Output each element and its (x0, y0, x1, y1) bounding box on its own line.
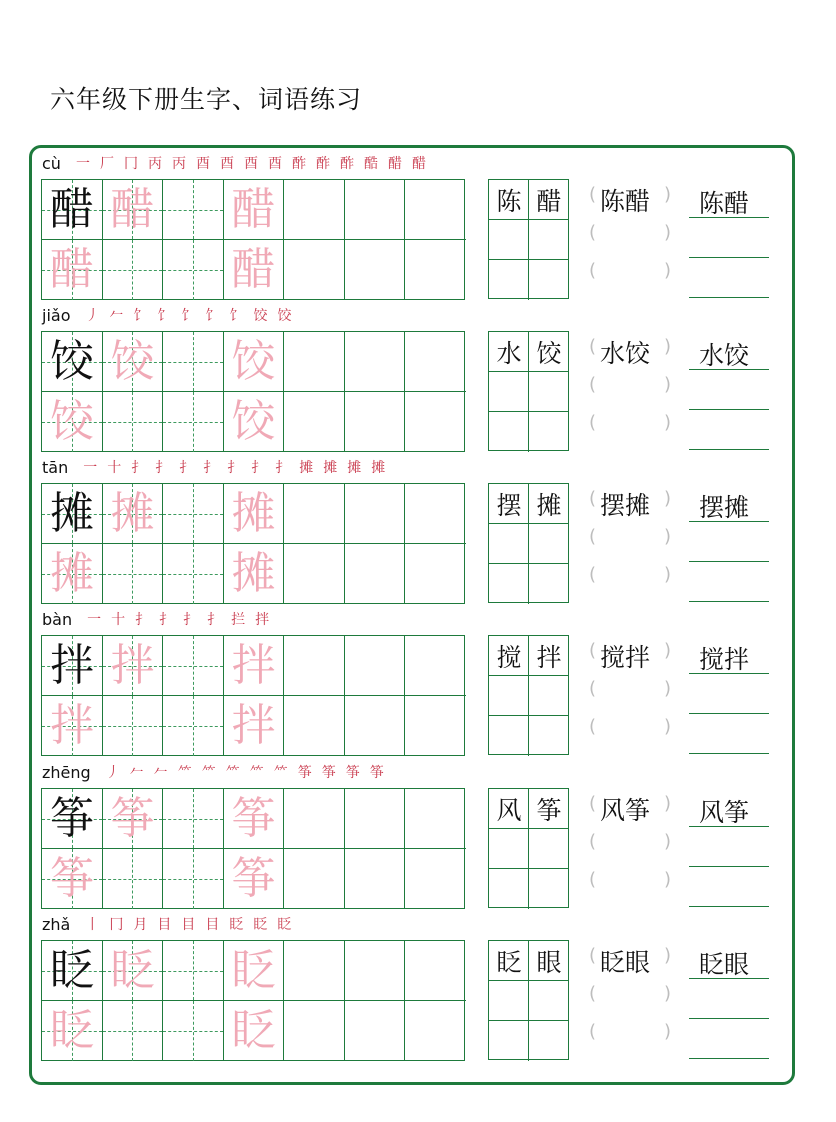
word-character: 眨 (496, 948, 522, 977)
writing-cell[interactable] (405, 789, 466, 849)
word-character: 饺 (536, 339, 562, 368)
stroke-step: 冂 (123, 156, 138, 172)
word-character: 水 (496, 339, 522, 368)
writing-cell[interactable] (284, 941, 345, 1001)
stroke-step: 厂 (99, 156, 114, 172)
paren-close: ) (664, 336, 672, 357)
practice-row (0, 909, 836, 1061)
answer-line[interactable] (689, 409, 769, 410)
paren-open: ( (589, 260, 597, 281)
trace-character: 筝 (110, 793, 155, 844)
answer-word: 眨眼 (699, 950, 750, 979)
trace-character: 眨 (50, 1005, 94, 1056)
answer-word: 陈醋 (699, 189, 750, 218)
stroke-step: 摊 (371, 460, 386, 476)
writing-cell[interactable] (103, 392, 164, 452)
writing-cell[interactable] (405, 849, 466, 909)
trace-character: 摊 (110, 488, 155, 539)
paren-word: 眨眼 (600, 948, 651, 977)
stroke-order-line (42, 912, 296, 936)
writing-cell[interactable] (405, 392, 466, 452)
stroke-step: 丙 (171, 156, 186, 172)
paren-close: ) (664, 983, 672, 1004)
paren-open: ( (589, 412, 597, 433)
paren-word: 陈醋 (600, 187, 651, 216)
pinyin-label: tān (42, 457, 69, 477)
paren-open: ( (589, 222, 597, 243)
paren-close: ) (664, 488, 672, 509)
word-cell[interactable] (489, 372, 529, 412)
answer-line[interactable] (689, 257, 769, 258)
paren-close: ) (664, 793, 672, 814)
answer-line[interactable] (689, 601, 769, 602)
word-grid (488, 483, 569, 603)
word-cell[interactable] (529, 981, 569, 1021)
writing-cell[interactable] (103, 240, 164, 300)
stroke-step: 目 (181, 917, 196, 933)
paren-word: 风筝 (600, 796, 651, 825)
word-cell[interactable] (489, 829, 529, 869)
stroke-step: 𠂉 (109, 308, 124, 324)
word-grid (488, 331, 569, 451)
word-cell[interactable] (489, 564, 529, 604)
word-character: 摆 (496, 491, 522, 520)
word-cell[interactable] (529, 372, 569, 412)
stroke-order-line (42, 607, 274, 631)
trace-character: 拌 (231, 640, 276, 691)
paren-open: ( (589, 184, 597, 205)
paren-close: ) (664, 1021, 672, 1042)
writing-cell[interactable] (405, 544, 466, 604)
stroke-step: 扌 (135, 612, 150, 628)
pinyin-label: zhēng (42, 762, 91, 782)
answer-line[interactable] (689, 1018, 769, 1019)
writing-cell[interactable] (163, 544, 224, 604)
paren-close: ) (664, 945, 672, 966)
word-cell[interactable] (529, 716, 569, 756)
paren-close: ) (664, 640, 672, 661)
stroke-step: 饣 (229, 308, 244, 324)
paren-word: 搅拌 (600, 643, 651, 672)
stroke-order-line (42, 303, 296, 327)
stroke-step: ⺮ (177, 765, 192, 781)
stroke-step: 扌 (183, 612, 198, 628)
stroke-step: 扌 (179, 460, 194, 476)
writing-cell[interactable] (284, 696, 345, 756)
paren-close: ) (664, 678, 672, 699)
answer-line[interactable] (689, 1058, 769, 1059)
paren-open: ( (589, 640, 597, 661)
trace-character: 醋 (110, 184, 155, 235)
paren-open: ( (589, 869, 597, 890)
paren-open: ( (589, 1021, 597, 1042)
writing-cell[interactable] (405, 332, 466, 392)
writing-cell[interactable] (345, 392, 406, 452)
answer-line[interactable] (689, 297, 769, 298)
writing-cell[interactable] (284, 849, 345, 909)
stroke-step: 摊 (323, 460, 338, 476)
model-character: 醋 (50, 184, 94, 235)
character-grid (41, 483, 465, 604)
answer-line[interactable] (689, 369, 769, 370)
stroke-step: 目 (157, 917, 172, 933)
word-cell[interactable] (529, 260, 569, 300)
practice-row (0, 757, 836, 909)
stroke-step: 饺 (253, 308, 268, 324)
paren-open: ( (589, 678, 597, 699)
paren-word: 水饺 (600, 339, 651, 368)
answer-line[interactable] (689, 673, 769, 674)
writing-cell[interactable] (345, 484, 406, 544)
word-cell[interactable] (529, 412, 569, 452)
practice-row (0, 148, 836, 300)
answer-line[interactable] (689, 826, 769, 827)
trace-character: 筝 (50, 853, 94, 904)
word-grid (488, 635, 569, 755)
stroke-step: 摊 (299, 460, 314, 476)
writing-cell[interactable] (284, 332, 345, 392)
stroke-step: 饣 (205, 308, 220, 324)
stroke-step: 饺 (277, 308, 292, 324)
stroke-step: 拌 (255, 612, 270, 628)
answer-line[interactable] (689, 217, 769, 218)
stroke-step: 酉 (219, 156, 234, 172)
writing-cell[interactable] (103, 849, 164, 909)
stroke-step: 眨 (229, 917, 244, 933)
stroke-step: 十 (111, 612, 126, 628)
stroke-step: 饣 (157, 308, 172, 324)
writing-cell[interactable] (345, 941, 406, 1001)
paren-close: ) (664, 260, 672, 281)
writing-cell[interactable] (284, 240, 345, 300)
stroke-step: 丿 (105, 765, 120, 781)
stroke-step: 扌 (203, 460, 218, 476)
word-cell[interactable] (489, 676, 529, 716)
writing-cell[interactable] (103, 1001, 164, 1061)
writing-cell[interactable] (345, 1001, 406, 1061)
paren-close: ) (664, 716, 672, 737)
paren-open: ( (589, 716, 597, 737)
pinyin-label: zhǎ (42, 914, 71, 934)
writing-cell[interactable] (103, 696, 164, 756)
writing-cell[interactable] (163, 484, 224, 544)
character-grid (41, 179, 465, 300)
writing-cell[interactable] (163, 240, 224, 300)
answer-line[interactable] (689, 753, 769, 754)
answer-word: 摆摊 (699, 493, 750, 522)
stroke-step: 月 (133, 917, 148, 933)
stroke-step: ⺮ (273, 765, 288, 781)
writing-cell[interactable] (405, 696, 466, 756)
stroke-step: 酉 (243, 156, 258, 172)
stroke-step: 摊 (347, 460, 362, 476)
paren-open: ( (589, 488, 597, 509)
trace-character: 拌 (231, 700, 276, 751)
stroke-step: 眨 (277, 917, 292, 933)
stroke-step: 醋 (411, 156, 426, 172)
stroke-step: 筝 (345, 765, 360, 781)
stroke-step: 目 (205, 917, 220, 933)
model-character: 筝 (50, 793, 94, 844)
answer-line[interactable] (689, 521, 769, 522)
word-cell[interactable] (489, 412, 529, 452)
pinyin-label: cù (42, 153, 61, 173)
paren-open: ( (589, 831, 597, 852)
writing-cell[interactable] (163, 180, 224, 240)
answer-line[interactable] (689, 978, 769, 979)
writing-cell[interactable] (405, 180, 466, 240)
stroke-step: 酢 (315, 156, 330, 172)
stroke-step: 扌 (227, 460, 242, 476)
model-character: 拌 (50, 640, 94, 691)
character-grid (41, 940, 465, 1061)
paren-open: ( (589, 564, 597, 585)
writing-cell[interactable] (405, 636, 466, 696)
stroke-step: 丨 (85, 917, 100, 933)
trace-character: 摊 (231, 548, 276, 599)
word-character: 筝 (536, 796, 562, 825)
pinyin-label: bàn (42, 609, 73, 629)
answer-line[interactable] (689, 713, 769, 714)
stroke-order-line (42, 151, 431, 175)
writing-cell[interactable] (405, 941, 466, 1001)
answer-word: 搅拌 (699, 645, 750, 674)
word-cell[interactable] (529, 220, 569, 260)
stroke-step: 冂 (109, 917, 124, 933)
stroke-step: 丙 (147, 156, 162, 172)
page-title: 六年级下册生字、词语练习 (50, 85, 363, 114)
writing-cell[interactable] (345, 544, 406, 604)
paren-close: ) (664, 869, 672, 890)
writing-cell[interactable] (284, 392, 345, 452)
stroke-step: 扌 (207, 612, 222, 628)
trace-character: 筝 (231, 853, 276, 904)
stroke-step: 酉 (267, 156, 282, 172)
word-cell[interactable] (529, 564, 569, 604)
writing-cell[interactable] (163, 332, 224, 392)
paren-close: ) (664, 831, 672, 852)
stroke-step: 筝 (321, 765, 336, 781)
trace-character: 醋 (50, 244, 94, 295)
writing-cell[interactable] (284, 789, 345, 849)
writing-cell[interactable] (345, 332, 406, 392)
stroke-step: 醋 (387, 156, 402, 172)
word-cell[interactable] (489, 981, 529, 1021)
stroke-step: 扌 (251, 460, 266, 476)
stroke-step: 酢 (339, 156, 354, 172)
stroke-step: 筝 (297, 765, 312, 781)
paren-open: ( (589, 793, 597, 814)
practice-row (0, 452, 836, 604)
stroke-step: 饣 (181, 308, 196, 324)
stroke-order-line (42, 760, 389, 784)
trace-character: 拌 (110, 640, 155, 691)
word-grid (488, 179, 569, 299)
writing-cell[interactable] (284, 636, 345, 696)
writing-cell[interactable] (163, 392, 224, 452)
paren-close: ) (664, 526, 672, 547)
stroke-step: 一 (87, 612, 102, 628)
word-cell[interactable] (489, 220, 529, 260)
trace-character: 饺 (110, 336, 155, 387)
stroke-step: ⺮ (249, 765, 264, 781)
paren-open: ( (589, 336, 597, 357)
character-grid (41, 331, 465, 452)
writing-cell[interactable] (163, 636, 224, 696)
writing-cell[interactable] (284, 1001, 345, 1061)
trace-character: 醋 (231, 244, 276, 295)
answer-word: 风筝 (699, 798, 750, 827)
word-cell[interactable] (529, 869, 569, 909)
word-cell[interactable] (489, 716, 529, 756)
word-grid (488, 788, 569, 908)
stroke-step: 十 (107, 460, 122, 476)
paren-word: 摆摊 (600, 491, 651, 520)
word-cell[interactable] (529, 676, 569, 716)
model-character: 眨 (50, 945, 94, 996)
writing-cell[interactable] (284, 180, 345, 240)
word-character: 摊 (536, 491, 562, 520)
writing-cell[interactable] (405, 240, 466, 300)
pinyin-label: jiǎo (42, 305, 71, 325)
character-grid (41, 635, 465, 756)
writing-cell[interactable] (163, 696, 224, 756)
writing-cell[interactable] (405, 1001, 466, 1061)
stroke-step: ⺮ (201, 765, 216, 781)
practice-row (0, 604, 836, 756)
word-cell[interactable] (489, 1021, 529, 1061)
trace-character: 眨 (110, 945, 155, 996)
word-cell[interactable] (529, 1021, 569, 1061)
stroke-step: ⺮ (225, 765, 240, 781)
trace-character: 摊 (231, 488, 276, 539)
stroke-step: 筝 (369, 765, 384, 781)
word-character: 醋 (536, 187, 562, 216)
trace-character: 饺 (50, 396, 94, 447)
model-character: 摊 (50, 488, 94, 539)
writing-cell[interactable] (345, 696, 406, 756)
writing-cell[interactable] (163, 789, 224, 849)
trace-character: 眨 (231, 945, 276, 996)
writing-cell[interactable] (284, 544, 345, 604)
writing-cell[interactable] (405, 484, 466, 544)
stroke-step: 饣 (133, 308, 148, 324)
stroke-step: 扌 (131, 460, 146, 476)
stroke-step: 酢 (291, 156, 306, 172)
trace-character: 摊 (50, 548, 94, 599)
stroke-step: 扌 (159, 612, 174, 628)
trace-character: 饺 (231, 336, 276, 387)
trace-character: 筝 (231, 793, 276, 844)
word-character: 眼 (536, 948, 562, 977)
paren-open: ( (589, 526, 597, 547)
paren-close: ) (664, 222, 672, 243)
word-cell[interactable] (489, 260, 529, 300)
stroke-step: 酷 (363, 156, 378, 172)
writing-cell[interactable] (163, 1001, 224, 1061)
writing-cell[interactable] (103, 544, 164, 604)
stroke-step: 丿 (85, 308, 100, 324)
answer-word: 水饺 (699, 341, 750, 370)
model-character: 饺 (50, 336, 94, 387)
word-character: 风 (496, 796, 522, 825)
writing-cell[interactable] (345, 180, 406, 240)
trace-character: 眨 (231, 1005, 276, 1056)
word-character: 拌 (536, 643, 562, 672)
character-grid (41, 788, 465, 909)
stroke-step: 酉 (195, 156, 210, 172)
practice-row (0, 300, 836, 452)
answer-line[interactable] (689, 866, 769, 867)
word-character: 陈 (496, 187, 522, 216)
trace-character: 饺 (231, 396, 276, 447)
answer-line[interactable] (689, 449, 769, 450)
writing-cell[interactable] (284, 484, 345, 544)
writing-cell[interactable] (163, 941, 224, 1001)
stroke-step: 一 (75, 156, 90, 172)
paren-close: ) (664, 564, 672, 585)
stroke-step: 𠂉 (153, 765, 168, 781)
answer-line[interactable] (689, 906, 769, 907)
paren-open: ( (589, 983, 597, 1004)
paren-open: ( (589, 945, 597, 966)
paren-open: ( (589, 374, 597, 395)
stroke-step: 扌 (275, 460, 290, 476)
trace-character: 拌 (50, 700, 94, 751)
paren-close: ) (664, 184, 672, 205)
stroke-step: 𠂉 (129, 765, 144, 781)
word-cell[interactable] (489, 524, 529, 564)
writing-cell[interactable] (345, 849, 406, 909)
stroke-step: 眨 (253, 917, 268, 933)
stroke-step: 扌 (155, 460, 170, 476)
writing-cell[interactable] (345, 789, 406, 849)
stroke-step: 一 (83, 460, 98, 476)
word-character: 搅 (496, 643, 522, 672)
writing-cell[interactable] (163, 849, 224, 909)
answer-line[interactable] (689, 561, 769, 562)
paren-close: ) (664, 374, 672, 395)
word-cell[interactable] (529, 524, 569, 564)
word-cell[interactable] (489, 869, 529, 909)
word-cell[interactable] (529, 829, 569, 869)
paren-close: ) (664, 412, 672, 433)
writing-cell[interactable] (345, 240, 406, 300)
writing-cell[interactable] (345, 636, 406, 696)
trace-character: 醋 (231, 184, 276, 235)
stroke-step: 拦 (231, 612, 246, 628)
word-grid (488, 940, 569, 1060)
stroke-order-line (42, 455, 390, 479)
